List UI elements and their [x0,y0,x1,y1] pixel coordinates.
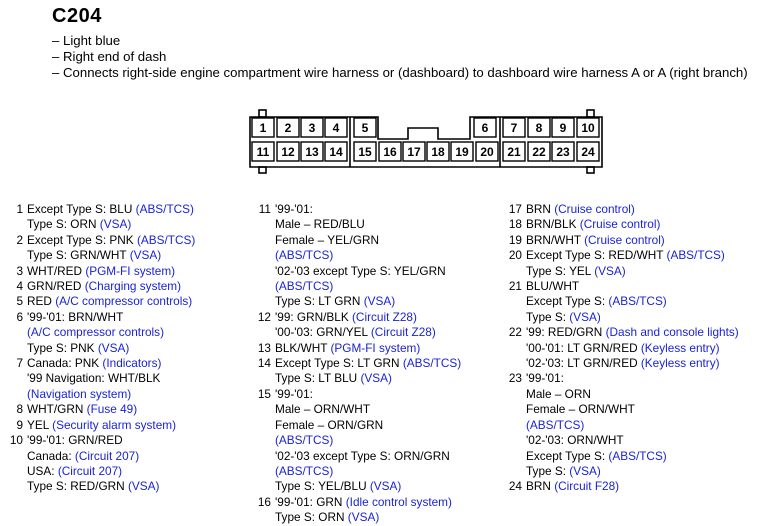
pin-label: 7 [510,121,518,135]
pin-number: 22 [508,325,522,340]
circuit-reference: (VSA) [360,371,392,386]
pin-description-line [27,294,195,309]
pin-description-line [27,387,195,402]
wire-color-text: '99-'01: [275,202,313,216]
pin-number: 4 [16,279,23,294]
wire-color-text: BLK/WHT [275,340,331,355]
pin-description-line [526,217,739,232]
pin-description-line [275,248,461,263]
pin-label: 14 [329,145,343,159]
pin-number: 21 [508,279,522,294]
pin-description-line [526,341,739,356]
circuit-reference: (VSA) [363,294,396,309]
pin-description-line [275,325,461,340]
wire-color-text: Canada: [27,448,75,463]
pin-label: 15 [358,145,372,159]
pin-entry [13,279,195,294]
connector-title: C204 [52,5,102,27]
wire-color-text: Except Type S: [526,448,609,463]
pin-number: 1 [16,202,23,216]
pin-number: 7 [16,356,23,371]
pin-number: 17 [508,202,522,216]
wire-color-text: Type S: PNK [27,340,98,355]
wire-color-text: Canada: PNK [27,356,103,371]
pin-number: 12 [257,309,271,324]
pin-number: 15 [257,386,271,401]
circuit-reference: (Circuit F28) [554,479,620,494]
pin-list-column-3 [508,202,739,495]
wire-color-text: Female – YEL/GRN [275,232,380,247]
wire-color-text: BLU/WHT [526,279,580,294]
pin-number: 9 [16,417,23,432]
pin-entry [13,310,195,356]
circuit-reference: (A/C compressor controls) [27,325,165,340]
pin-description-line [275,387,461,402]
circuit-reference: (VSA) [97,340,130,355]
pin-label: 18 [431,145,445,159]
circuit-reference: (Charging system) [84,279,182,294]
pin-entry [508,325,739,371]
wire-color-text: Except Type S: LT GRN [275,356,403,371]
wire-color-text: RED [27,294,56,309]
circuit-reference: (Cruise control) [554,202,635,216]
circuit-reference: (VSA) [594,263,626,278]
wire-color-text: BRN [526,202,555,216]
wire-color-text: Type S: [526,309,570,324]
pin-description-line [275,202,461,217]
circuit-reference: (ABS/TCS) [608,294,667,309]
pin-description-line [526,371,739,386]
wire-color-text: '00-'01: LT GRN/RED [526,340,641,355]
circuit-reference: (ABS/TCS) [135,202,194,216]
wire-color-text: USA: [27,463,58,478]
pin-description-line [27,310,195,325]
pin-description-line [275,341,461,356]
wire-color-text: WHT/RED [27,263,86,278]
pin-entry [257,356,462,387]
pin-description-line [275,510,461,525]
pin-number: 19 [508,232,522,247]
pin-description-line [275,433,461,448]
pin-label: 20 [480,145,494,159]
wire-color-text: WHT/GRN [27,402,87,417]
pin-label: 12 [281,145,295,159]
pin-description-line [275,233,461,248]
pins-bottom-row [252,142,599,161]
wire-color-text: YEL [27,417,53,432]
pin-description-line [526,356,739,371]
wire-color-text: '02-'03 except Type S: YEL/GRN [275,263,446,278]
pin-description-line [27,464,195,479]
circuit-reference: (ABS/TCS) [275,433,334,448]
pin-number: 5 [16,294,23,309]
pin-label: 23 [556,145,570,159]
circuit-reference: (Keyless entry) [640,356,720,371]
pin-description-line [275,356,461,371]
pin-description-line [275,371,461,386]
circuit-reference: (A/C compressor controls) [55,294,193,309]
pin-label: 17 [407,145,421,159]
pin-label: 13 [305,145,319,159]
pin-entry [508,232,739,248]
wire-color-text: '99-'01: [275,386,313,401]
pin-entry [257,309,461,341]
pin-label: 3 [308,121,316,135]
pin-description-line [27,356,195,371]
pin-description-line [526,479,739,494]
pin-description-line [27,264,195,279]
circuit-reference: (Fuse 49) [86,402,138,417]
pin-description-line [275,217,461,232]
pin-number: 16 [257,494,271,509]
circuit-reference: (Cruise control) [579,217,661,232]
pin-label: 10 [581,121,595,135]
pin-description-line [27,479,195,494]
wire-color-text: '99: RED/GRN [526,325,606,340]
pin-entry [258,202,461,310]
wire-color-text: BRN/WHT [526,232,585,247]
pin-description-line [275,264,461,279]
wire-color-text: '99-'01: BRN/WHT [27,309,124,324]
circuit-reference: (ABS/TCS) [666,248,725,263]
circuit-reference: (Security alarm system) [52,417,177,432]
pin-label: 2 [284,121,292,135]
pin-description-line [275,495,461,510]
pin-list-column-1 [9,202,196,495]
pin-description-line [526,264,739,279]
note-location: – Right end of dash [52,48,167,64]
pin-description-line [27,371,195,386]
wire-color-text: Except Type S: BLU [27,202,136,216]
pin-entry [257,340,461,356]
pin-entry [508,479,739,494]
note-connection: – Connects right-side engine compartment wire harness or (dashboard) to dashboard wire harness A or A (right branch) [52,64,748,80]
circuit-reference: (Circuit 207) [74,448,140,463]
pin-description-line [27,248,195,263]
pin-description-line [526,387,739,402]
pin-number: 13 [257,340,271,355]
wire-color-text: '99-'01: GRN [275,494,346,509]
pin-entry [13,294,195,309]
pin-description-line [275,464,461,479]
circuit-reference: (Circuit 207) [57,463,123,478]
wire-color-text: '02-'03: ORN/WHT [526,433,624,448]
circuit-reference: (VSA) [127,479,160,494]
pin-description-line [275,479,461,494]
circuit-reference: (Keyless entry) [640,340,720,355]
wire-color-text: '02-'03 except Type S: ORN/GRN [275,448,450,463]
pin-entry [13,264,195,279]
circuit-reference: (Cruise control) [584,232,665,247]
wire-color-text: Except Type S: RED/WHT [526,248,667,263]
pin-description-line [526,294,739,309]
wire-color-text: Type S: RED/GRN [27,479,128,494]
pin-number: 11 [258,202,271,216]
pin-list-column-2 [257,202,462,526]
pin-description-line [526,233,739,248]
pin-entry [508,371,739,479]
wire-color-text: '99 Navigation: WHT/BLK [27,371,161,386]
pin-entry [257,386,461,495]
pin-description-line [27,449,195,464]
pin-number: 3 [16,263,23,278]
pin-number: 20 [508,248,522,263]
pin-description-line [27,233,195,248]
pin-description-line [275,279,461,294]
pin-description-line [526,433,739,448]
wire-color-text: Type S: YEL/BLU [275,479,370,494]
pin-entry [508,248,739,279]
circuit-reference: (Indicators) [102,356,162,371]
pin-entry [257,494,461,526]
pin-label: 1 [259,121,267,135]
pin-description-line [27,279,195,294]
pin-description-line [526,449,739,464]
pin-description-line [27,402,195,417]
pin-description-line [526,202,739,217]
wire-color-text: Male – ORN/WHT [275,402,371,417]
wire-color-text: Except Type S: PNK [27,232,137,247]
circuit-reference: (Dash and console lights) [605,325,739,340]
wire-color-text: Except Type S: [526,294,609,309]
pin-label: 4 [332,121,340,135]
pin-description-line [275,294,461,309]
pin-description-line [526,248,739,263]
wire-color-text: Male – ORN [526,386,591,401]
circuit-reference: (Circuit Z28) [370,325,436,340]
pin-entry [508,217,739,232]
wire-color-text: GRN/RED [27,279,85,294]
pin-entry [13,418,195,433]
wire-color-text: Type S: LT BLU [275,371,361,386]
pin-entry [13,233,195,264]
pin-entry [13,356,195,402]
wire-color-text: '02-'03: LT GRN/RED [526,356,641,371]
pin-entry [9,433,195,495]
wire-color-text: Female – ORN/GRN [275,417,384,432]
pin-label: 5 [361,121,369,135]
wire-color-text: Type S: YEL [526,263,595,278]
pin-number: 8 [16,402,23,417]
wire-color-text: Type S: ORN [27,217,100,232]
pin-description-line [526,310,739,325]
pin-number: 18 [508,217,522,232]
wire-color-text: Type S: LT GRN [275,294,364,309]
pin-label: 19 [455,145,469,159]
pin-label: 22 [532,145,546,159]
wire-color-text: BRN/BLK [526,217,580,232]
wire-color-text: '99-'01: [526,371,564,386]
circuit-reference: (VSA) [99,217,132,232]
wire-color-text: Male – RED/BLU [275,217,365,232]
pin-description-line [526,325,739,340]
wire-color-text: Female – ORN/WHT [526,402,635,417]
pin-description-line [27,433,195,448]
pin-description-line [526,279,739,294]
pin-description-line [275,310,461,325]
note-color: – Light blue [52,33,121,48]
pin-label: 16 [383,145,397,159]
pin-number: 2 [16,232,23,247]
pin-description-line [27,418,195,433]
pin-entry [508,279,739,325]
pin-entry [13,202,195,233]
pin-description-line [27,217,195,232]
circuit-reference: (ABS/TCS) [608,448,667,463]
circuit-reference: (VSA) [347,510,380,525]
circuit-reference: (ABS/TCS) [136,232,196,247]
pin-entry [508,202,739,217]
pin-number: 23 [508,371,522,386]
pin-label: 9 [559,121,567,135]
pin-label: 21 [507,145,521,159]
pin-description-line [526,464,739,479]
pin-label: 24 [581,145,595,159]
wire-color-text: '99: GRN/BLK [275,309,352,324]
wire-color-text: '99-'01: GRN/RED [27,433,123,448]
pin-number: 14 [257,356,271,371]
circuit-reference: (VSA) [569,309,601,324]
pin-description-line [275,402,461,417]
pin-description-line [275,449,461,464]
pin-number: 6 [16,309,23,324]
circuit-reference: (Circuit Z28) [352,309,417,324]
pin-description-line [275,418,461,433]
circuit-reference: (Navigation system) [27,386,132,401]
circuit-reference: (VSA) [129,248,162,263]
circuit-reference: (ABS/TCS) [275,463,334,478]
wire-color-text: '00-'03: GRN/YEL [275,325,371,340]
wire-color-text: Type S: GRN/WHT [27,248,130,263]
circuit-reference: (ABS/TCS) [275,248,334,263]
pin-number: 24 [508,479,522,494]
pin-description-line [526,402,739,417]
pin-entry [13,402,195,417]
pin-number: 10 [9,433,23,448]
circuit-reference: (ABS/TCS) [402,356,462,371]
pin-label: 6 [481,121,489,135]
wire-color-text: Type S: ORN [275,510,348,525]
circuit-reference: (PGM-FI system) [85,263,176,278]
pin-label: 8 [535,121,543,135]
pin-description-line [27,202,195,217]
pin-description-line [526,418,739,433]
circuit-reference: (ABS/TCS) [526,417,585,432]
circuit-reference: (ABS/TCS) [275,279,334,294]
circuit-reference: (VSA) [369,479,402,494]
circuit-reference: (VSA) [569,463,601,478]
pin-label: 11 [256,145,270,159]
circuit-reference: (PGM-FI system) [330,340,421,355]
pin-description-line [27,325,195,340]
circuit-reference: (Idle control system) [345,494,452,509]
wire-color-text: BRN [526,479,555,494]
wire-color-text: Type S: [526,463,570,478]
pin-description-line [27,341,195,356]
